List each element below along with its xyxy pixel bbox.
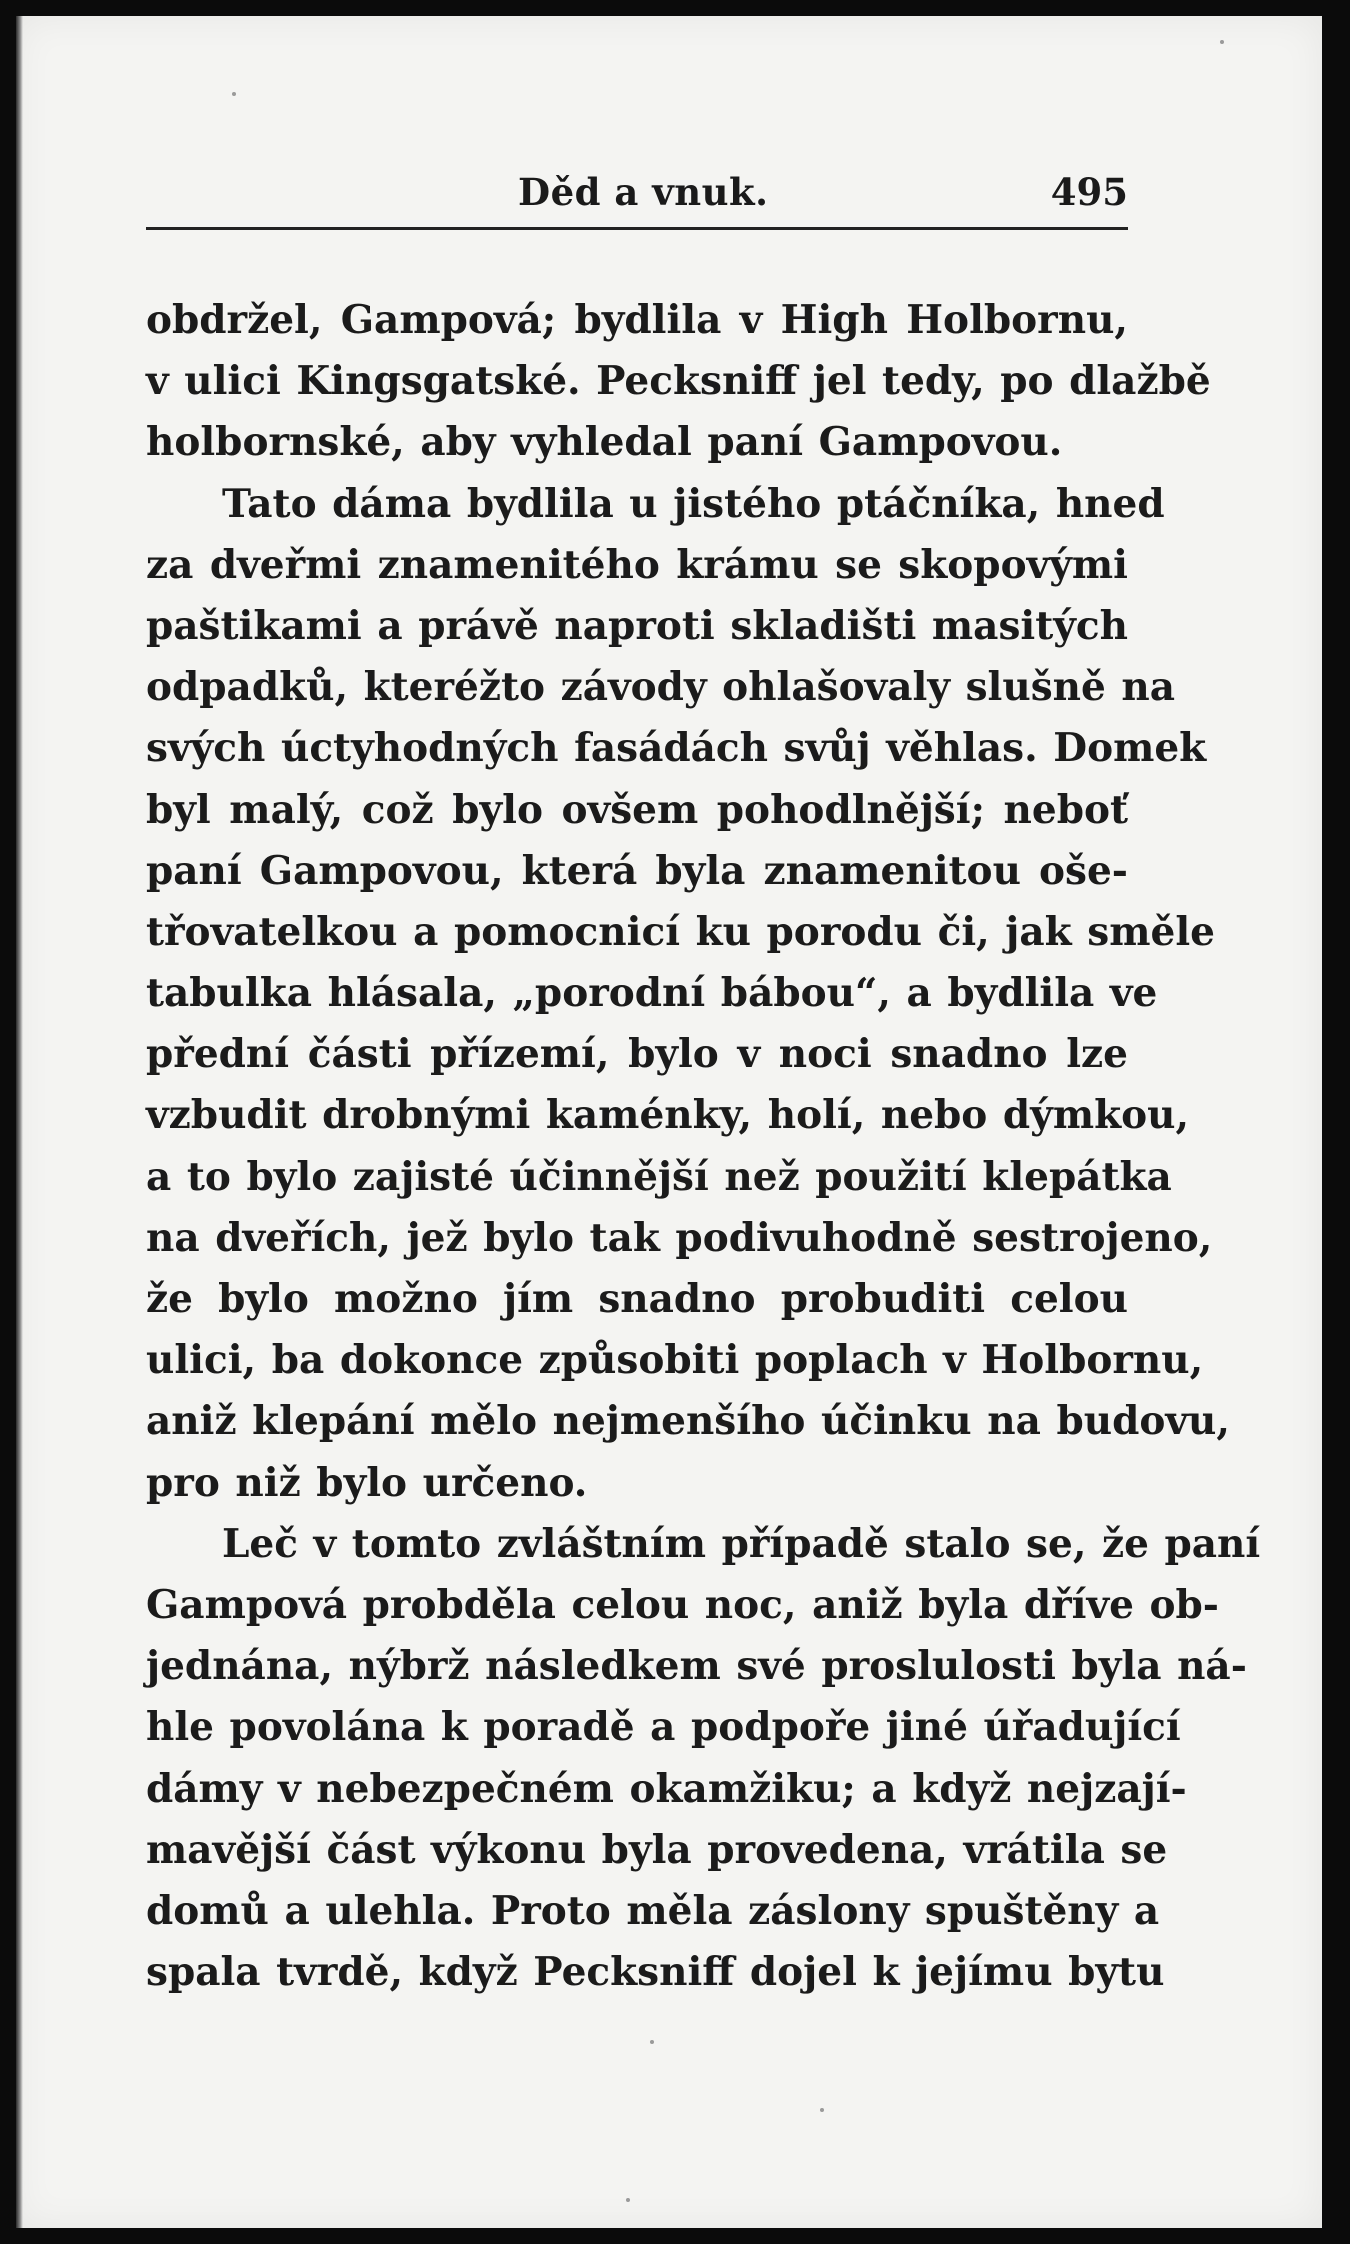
header-rule <box>146 227 1128 230</box>
scan-speck <box>820 2108 824 2112</box>
scan-speck <box>626 2198 630 2202</box>
text-line: odpadků, kteréžto závody ohlašovaly slušně na <box>146 664 1176 711</box>
text-line: v ulici Kingsgatské. Pecksniff jel tedy, po dlažbě <box>146 358 1211 405</box>
text-line: spala tvrdě, když Pecksniff dojel k jejímu bytu <box>146 1949 1165 1996</box>
text-line: dámy v nebezpečném okamžiku; a když nejzají- <box>146 1765 1187 1812</box>
text-line: za dveřmi znamenitého krámu se skopovými <box>146 541 1128 588</box>
text-line: tabulka hlásala, „porodní bábou“, a bydlila ve <box>146 970 1158 1017</box>
page-left-edge <box>16 16 23 2228</box>
text-line: obdržel, Gampová; bydlila v High Holbornu, <box>146 297 1128 343</box>
text-line: aniž klepání mělo nejmenšího účinku na budovu, <box>146 1398 1230 1445</box>
text-line: mavější část výkonu byla provedena, vrátila se <box>146 1826 1168 1873</box>
scan-speck <box>1220 40 1224 44</box>
text-line: byl malý, což bylo ovšem pohodlnější; neboť <box>146 786 1128 833</box>
text-line: přední části přízemí, bylo v noci snadno lze <box>146 1031 1128 1078</box>
scan-speck <box>650 2040 654 2044</box>
text-line: jednána, nýbrž následkem své proslulosti byla ná- <box>146 1643 1247 1690</box>
text-line: domů a ulehla. Proto měla záslony spuštěny a <box>146 1887 1160 1934</box>
text-line: Tato dáma bydlila u jistého ptáčníka, hned <box>222 480 1165 527</box>
text-line: paštikami a právě naproti skladišti masitých <box>146 602 1128 649</box>
text-line: ulici, ba dokonce způsobiti poplach v Holbornu, <box>146 1337 1204 1384</box>
running-header <box>146 166 1128 226</box>
text-line: pro niž bylo určeno. <box>146 1459 588 1506</box>
scan-speck <box>232 92 236 96</box>
body-text <box>146 290 1261 2003</box>
text-line: holbornské, aby vyhledal paní Gampovou. <box>146 419 1063 466</box>
text-line: vzbudit drobnými kaménky, holí, nebo dýmkou, <box>146 1092 1190 1139</box>
text-line: třovatelkou a pomocnicí ku porodu či, jak směle <box>146 908 1215 955</box>
running-title: Děd a vnuk. <box>518 170 769 214</box>
text-line: paní Gampovou, která byla znamenitou oše- <box>146 847 1128 894</box>
text-line: svých úctyhodných fasádách svůj věhlas. Domek <box>146 725 1207 772</box>
page-number: 495 <box>1050 170 1128 214</box>
text-line: Gampová probděla celou noc, aniž byla dříve ob- <box>146 1581 1219 1628</box>
text-line: Leč v tomto zvláštním případě stalo se, že paní <box>222 1520 1261 1567</box>
text-line: že bylo možno jím snadno probuditi celou <box>146 1276 1128 1322</box>
text-line: a to bylo zajisté účinnější než použití klepátka <box>146 1153 1172 1200</box>
text-line: hle povolána k poradě a podpoře jiné úřadující <box>146 1704 1181 1751</box>
text-line: na dveřích, jež bylo tak podivuhodně sestrojeno, <box>146 1214 1213 1261</box>
